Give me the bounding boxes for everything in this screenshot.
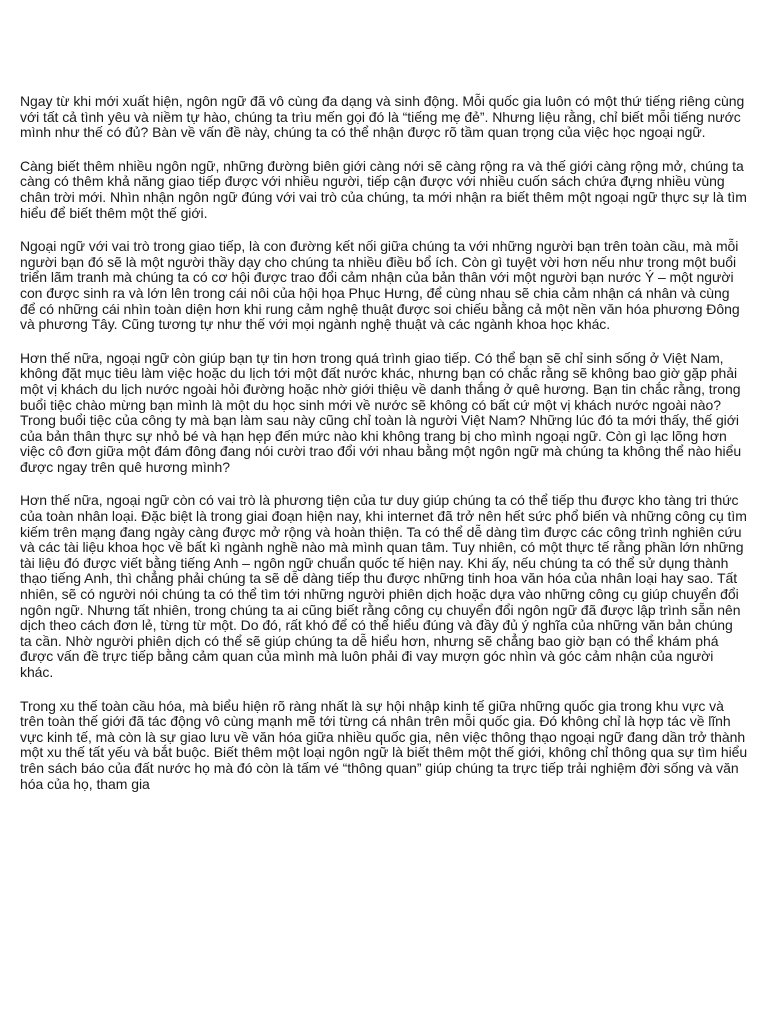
paragraph-6: Trong xu thế toàn cầu hóa, mà biểu hiện rõ ràng nhất là sự hội nhập kinh tế giữa những quốc gia trong khu vực và trên toàn thế giới đã tác động vô cùng mạnh mẽ tới từng cá nhân trên mỗi quốc gia. Đó không chỉ là hợp tác về lĩnh vực kinh tế, mà còn là sự giao lưu về văn hóa giữa nhiều quốc gia, nên việc thông thạo ngoại ngữ đang dần trở thành một xu thế tất yếu và bắt buộc. Biết thêm một loại ngôn ngữ là biết thêm một thế giới, không chỉ thông qua sự tìm hiểu trên sách báo của đất nước họ mà đó còn là tấm vé “thông quan” giúp chúng ta trực tiếp trải nghiệm đời sống và văn hóa của họ, tham gia bbox=[20, 697, 748, 792]
document-body bbox=[20, 94, 748, 792]
paragraph-4: Hơn thế nữa, ngoại ngữ còn giúp bạn tự tin hơn trong quá trình giao tiếp. Có thể bạn sẽ chỉ sinh sống ở Việt Nam, không đặt mục tiêu làm việc hoặc du lịch tới một đất nước khác, nhưng bạn có chắc rằng sẽ không bao giờ gặp phải một vị khách du lịch nước ngoài hỏi đường hoặc nhờ giới thiệu về danh thắng ở quê hương. Bạn tin chắc rằng, trong buổi tiệc chào mừng bạn mình là một du học sinh mới về nước sẽ không có bất cứ một vị khách nước ngoài nào? Trong buổi tiệc của công ty mà bạn làm sau này cũng chỉ toàn là người Việt Nam? Những lúc đó ta mới thấy, thế giới của bản thân thực sự nhỏ bé và hạn hẹp đến mức nào khi không trang bị cho mình ngoại ngữ. Còn gì lạc lõng hơn việc cô đơn giữa một đám đông đang nói cười trao đổi với nhau bằng một ngôn ngữ mà chúng ta không thể nào hiểu được ngay trên quê hương mình? bbox=[20, 349, 742, 475]
paragraph-3: Ngoại ngữ với vai trò trong giao tiếp, là con đường kết nối giữa chúng ta với những người bạn trên toàn cầu, mà mỗi người bạn đó sẽ là một người thầy dạy cho chúng ta nhiều điều bổ ích. Còn gì tuyệt vời hơn nếu như trong một buổi triển lãm tranh mà chúng ta có cơ hội được trao đổi cảm nhận của bản thân với một người bạn nước Ý – một người con được sinh ra và lớn lên trong cái nôi của hội họa Phục Hưng, để cùng nhau sẽ chia cảm nhận cá nhân và cùng để có những cái nhìn toàn diện hơn khi rung cảm nghệ thuật được soi chiếu bằng cả một nền văn hóa phương Đông và phương Tây. Cũng tương tự như thế với mọi ngành nghệ thuật và các ngành khoa học khác. bbox=[20, 238, 740, 333]
paragraph-2: Càng biết thêm nhiều ngôn ngữ, những đường biên giới càng nới sẽ càng rộng ra và thế giới càng rộng mở, chúng ta càng có thêm khả năng giao tiếp được với nhiều người, tiếp cận được với nhiều cuốn sách chứa đựng nhiều vùng chân trời mới. Nhìn nhận ngôn ngữ đúng với vai trò của chúng, ta mới nhận ra biết thêm một ngoại ngữ thực sự là tìm hiểu để biết thêm một thế giới. bbox=[20, 157, 747, 221]
paragraph-5: Hơn thế nữa, ngoại ngữ còn có vai trò là phương tiện của tư duy giúp chúng ta có thể tiếp thu được kho tàng tri thức của toàn nhân loại. Đặc biệt là trong giai đoạn hiện nay, khi internet đã trở nên hết sức phổ biến và những công cụ tìm kiếm trên mạng đang ngày càng được mở rộng và hoàn thiện. Ta có thể dễ dàng tìm được các công trình nghiên cứu và các tài liệu khoa học về bất kì ngành nghề nào mà mình quan tâm. Tuy nhiên, có một thực tế rằng phần lớn những tài liệu đó được viết bằng tiếng Anh – ngôn ngữ chuẩn quốc tế hiện nay. Khi ấy, nếu chúng ta có thể sử dụng thành thạo tiếng Anh, thì chẳng phải chúng ta sẽ dễ dàng tiếp thu được những tinh hoa văn hóa của nhân loại hay sao. Tất nhiên, sẽ có người nói chúng ta có thể tìm tới những người phiên dịch hoặc dựa vào những công cụ giúp chuyển đổi ngôn ngữ. Nhưng tất nhiên, trong chúng ta ai cũng biết rằng công cụ chuyển đổi ngôn ngữ đã được lập trình sẵn nên dịch theo cách đơn lẻ, từng từ một. Do đó, rất khó để có thể hiểu đúng và đầy đủ ý nghĩa của những văn bản chúng ta cần. Nhờ người phiên dịch có thể sẽ giúp chúng ta dễ hiểu hơn, nhưng sẽ chẳng bao giờ bạn có thể khám phá được vấn đề trực tiếp bằng cảm quan của mình mà luôn phải đi vay mượn góc nhìn và góc cảm nhận của người khác. bbox=[20, 492, 747, 680]
paragraph-1: Ngay từ khi mới xuất hiện, ngôn ngữ đã vô cùng đa dạng và sinh động. Mỗi quốc gia luôn có một thứ tiếng riêng cùng với tất cả tình yêu và niềm tự hào, chúng ta trìu mến gọi đó là “tiếng mẹ đẻ”. Nhưng liệu rằng, chỉ biết mỗi tiếng nước mình như thế có đủ? Bàn về vấn đề này, chúng ta có thể nhận được rõ tầm quan trọng của việc học ngoại ngữ. bbox=[20, 93, 745, 141]
